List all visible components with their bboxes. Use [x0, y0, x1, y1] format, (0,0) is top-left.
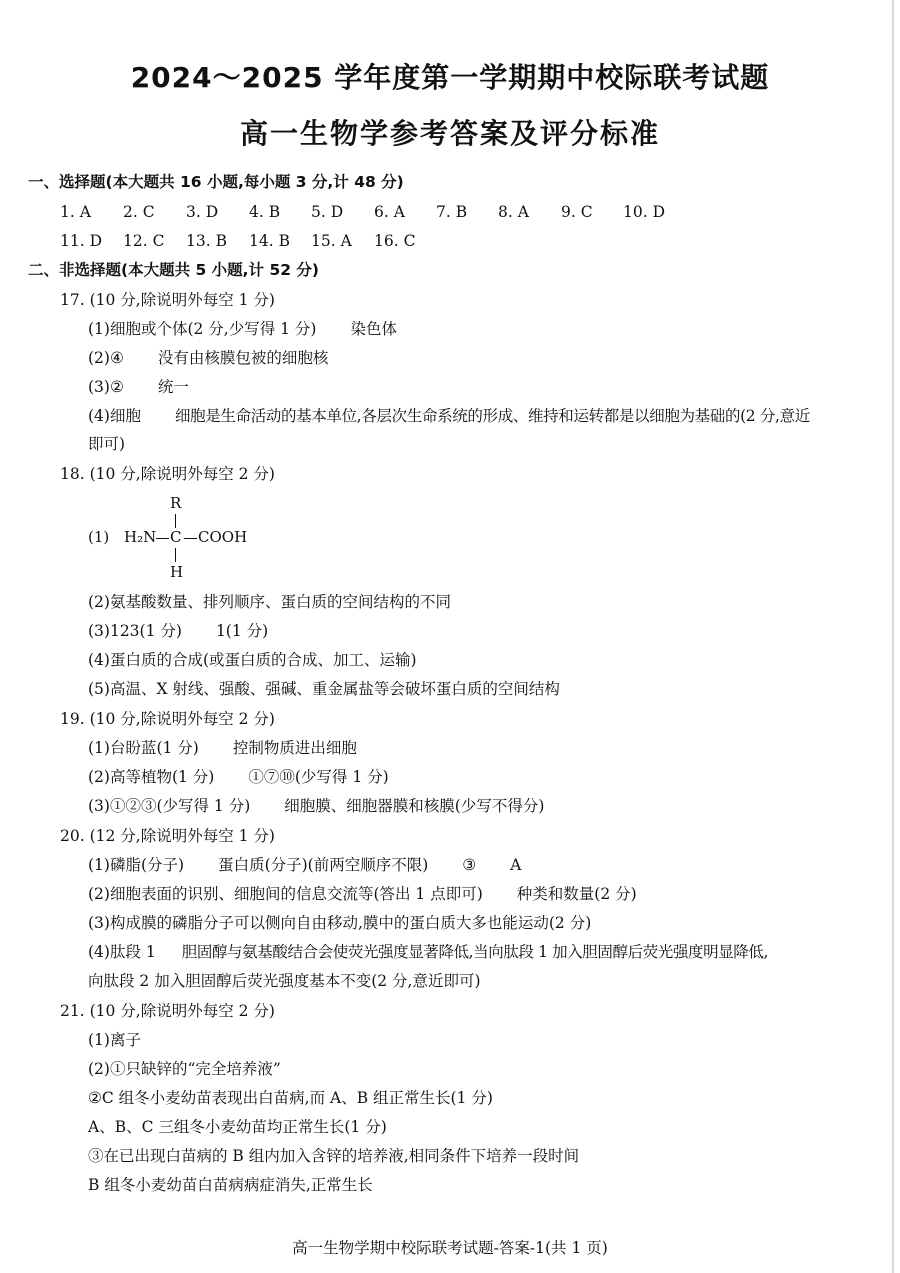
choice-answer: 11. D [60, 232, 103, 250]
choice-answer: 2. C [123, 203, 155, 221]
q18-header: 18. (10 分,除说明外每空 2 分) [60, 465, 275, 483]
answer-text: 染色体 [350, 320, 397, 338]
formula-hydrogen: H [170, 563, 184, 581]
q20-answer-4-continued: 向肽段 2 加入胆固醇后荧光强度基本不变(2 分,意近即可) [88, 972, 481, 990]
choice-answer: 16. C [374, 232, 416, 250]
q18-answer-2: (2)氨基酸数量、排列顺序、蛋白质的空间结构的不同 [88, 593, 451, 611]
q19-header: 19. (10 分,除说明外每空 2 分) [60, 710, 275, 728]
answer-text: (2)细胞表面的识别、细胞间的信息交流等(答出 1 点即可) [88, 885, 483, 903]
q19-answer-1 [88, 738, 357, 758]
answer-text: 细胞是生命活动的基本单位,各层次生命系统的形成、维持和运转都是以细胞为基础的(2 分,意近 [174, 407, 810, 425]
formula-carboxyl-group: COOH [198, 528, 248, 546]
choice-answer: 14. B [249, 232, 290, 250]
q21-answer-1: (1)离子 [88, 1031, 141, 1049]
answer-text: ①⑦⑩(少写得 1 分) [248, 768, 389, 786]
choice-answer: 4. B [249, 203, 281, 221]
answer-text: 种类和数量(2 分) [516, 885, 637, 903]
answer-text: A [510, 856, 522, 874]
choice-answer: 3. D [186, 203, 219, 221]
answer-text: (1)台盼蓝(1 分) [88, 739, 199, 757]
formula-carbon: C [170, 528, 182, 546]
page-footer: 高一生物学期中校际联考试题-答案-1(共 1 页) [292, 1239, 608, 1257]
amino-acid-structural-formula [88, 494, 288, 584]
answer-text: (4)肽段 1 [88, 943, 156, 961]
q21-answer-2-step3: ③在已出现白苗病的 B 组内加入含锌的培养液,相同条件下培养一段时间 [88, 1147, 580, 1165]
formula-r-group: R [170, 494, 182, 512]
answer-text: (4)细胞 [88, 407, 141, 425]
choice-answer: 6. A [374, 203, 405, 221]
q18-answer-5: (5)高温、X 射线、强酸、强碱、重金属盐等会破坏蛋白质的空间结构 [88, 680, 560, 698]
q18-answer-4: (4)蛋白质的合成(或蛋白质的合成、加工、运输) [88, 651, 417, 669]
choice-answer: 8. A [498, 203, 529, 221]
answer-text: 没有由核膜包被的细胞核 [157, 349, 329, 367]
q17-answer-1 [88, 319, 397, 339]
answer-text: 蛋白质(分子)(前两空顺序不限) [218, 856, 429, 874]
answer-text: 1(1 分) [215, 622, 269, 640]
q21-answer-2-step2: ②C 组冬小麦幼苗表现出白苗病,而 A、B 组正常生长(1 分) [88, 1089, 493, 1107]
answer-text: ③ [462, 856, 477, 874]
section2-heading: 二、非选择题(本大题共 5 小题,计 52 分) [28, 261, 319, 279]
formula-label: (1) [88, 528, 110, 546]
answer-text: (1)细胞或个体(2 分,少写得 1 分) [88, 320, 317, 338]
q18-answer-3 [88, 621, 268, 641]
q19-answer-3 [88, 796, 544, 816]
q17-answer-4 [88, 406, 810, 426]
q21-answer-2-step3-result: B 组冬小麦幼苗白苗病病症消失,正常生长 [88, 1176, 373, 1194]
q20-answer-4 [88, 942, 768, 962]
q17-header: 17. (10 分,除说明外每空 1 分) [60, 291, 275, 309]
formula-amino-group: H₂N [124, 528, 157, 546]
choice-answer: 10. D [623, 203, 666, 221]
answer-text: 胆固醇与氨基酸结合会使荧光强度显著降低,当向肽段 1 加入胆固醇后荧光强度明显降低, [181, 943, 769, 961]
answer-text: 控制物质进出细胞 [232, 739, 357, 757]
choice-answer: 12. C [123, 232, 165, 250]
q21-header: 21. (10 分,除说明外每空 2 分) [60, 1002, 275, 1020]
answer-text: (3)①②③(少写得 1 分) [88, 797, 251, 815]
choice-answer: 1. A [60, 203, 91, 221]
q21-answer-2-step2-alt: A、B、C 三组冬小麦幼苗均正常生长(1 分) [88, 1118, 387, 1136]
formula-bond-right [184, 538, 197, 539]
q17-answer-4-continued: 即可) [88, 435, 126, 453]
answer-text: (2)高等植物(1 分) [88, 768, 215, 786]
formula-bond-bottom [175, 548, 176, 562]
choice-answer: 13. B [186, 232, 227, 250]
q17-answer-2 [88, 348, 328, 368]
section1-heading: 一、选择题(本大题共 16 小题,每小题 3 分,计 48 分) [28, 173, 404, 191]
choice-answer: 15. A [311, 232, 352, 250]
choice-answer: 9. C [561, 203, 593, 221]
answer-text: 细胞膜、细胞器膜和核膜(少写不得分) [284, 797, 545, 815]
choice-answer: 7. B [436, 203, 468, 221]
page-edge-line [892, 0, 894, 1273]
q20-answer-2 [88, 884, 637, 904]
q20-answer-3: (3)构成膜的磷脂分子可以侧向自由移动,膜中的蛋白质大多也能运动(2 分) [88, 914, 592, 932]
exam-title: 2024～2025 学年度第一学期期中校际联考试题 [130, 61, 770, 94]
q20-header: 20. (12 分,除说明外每空 1 分) [60, 827, 275, 845]
answer-text: 统一 [157, 378, 189, 396]
answer-text: (2)④ [88, 349, 124, 367]
answer-text: (3)123(1 分) [88, 622, 182, 640]
answer-text: (3)② [88, 378, 124, 396]
q20-answer-1 [88, 855, 521, 875]
q19-answer-2 [88, 767, 389, 787]
answer-text: (1)磷脂(分子) [88, 856, 185, 874]
answer-key-subtitle: 高一生物学参考答案及评分标准 [239, 117, 660, 150]
q17-answer-3 [88, 377, 189, 397]
q21-answer-2: (2)①只缺锌的“完全培养液” [88, 1060, 281, 1078]
choice-answer: 5. D [311, 203, 344, 221]
formula-bond-left [156, 538, 169, 539]
formula-bond-top [175, 514, 176, 528]
